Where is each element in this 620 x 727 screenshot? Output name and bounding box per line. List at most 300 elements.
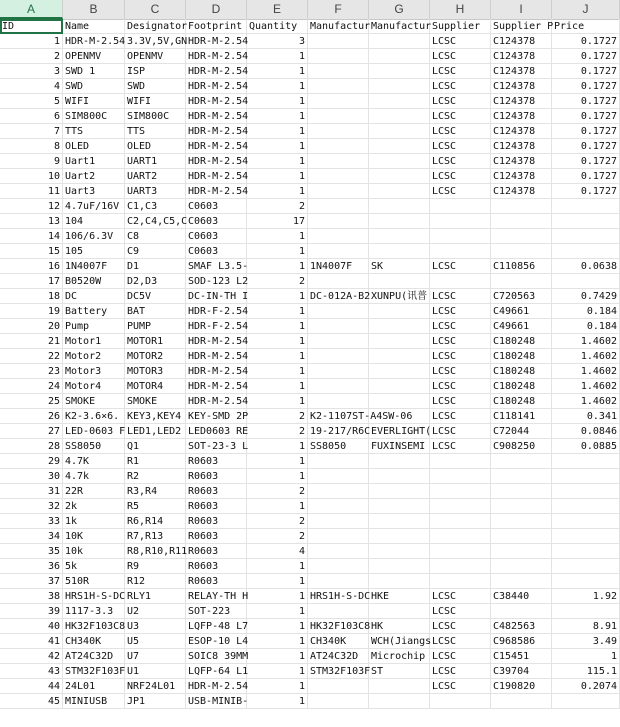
table-cell[interactable]: C124378 bbox=[491, 154, 552, 169]
table-cell[interactable]: JP1 bbox=[125, 694, 186, 709]
table-cell[interactable]: 8.91 bbox=[552, 619, 620, 634]
table-cell[interactable]: WIFI bbox=[63, 94, 125, 109]
column-header-e[interactable]: E bbox=[247, 0, 308, 19]
table-cell[interactable]: C38440 bbox=[491, 589, 552, 604]
table-cell[interactable]: C908250 bbox=[491, 439, 552, 454]
table-cell[interactable] bbox=[308, 244, 369, 259]
table-cell[interactable]: 22R bbox=[63, 484, 125, 499]
table-cell[interactable]: 16 bbox=[0, 259, 63, 274]
table-cell[interactable] bbox=[491, 274, 552, 289]
table-cell[interactable]: 1117-3.3 bbox=[63, 604, 125, 619]
table-cell[interactable]: HDR-M-2.54 bbox=[188, 681, 249, 692]
table-cell[interactable]: C124378 bbox=[491, 49, 552, 64]
header-cell[interactable]: Manufactur bbox=[371, 21, 432, 32]
table-cell[interactable]: 2k bbox=[63, 499, 125, 514]
table-cell[interactable]: R12 bbox=[125, 574, 186, 589]
table-cell[interactable]: SOT-223 bbox=[186, 604, 247, 619]
table-cell[interactable]: FUXINSEMI bbox=[369, 439, 430, 454]
table-cell[interactable]: Pump bbox=[63, 319, 125, 334]
column-header-i[interactable]: I bbox=[491, 0, 552, 19]
table-cell[interactable]: 24 bbox=[0, 379, 63, 394]
table-cell[interactable]: HDR-F-2.54 bbox=[188, 321, 249, 332]
table-cell[interactable]: 1 bbox=[247, 439, 308, 454]
table-cell[interactable]: B0520W bbox=[63, 274, 125, 289]
table-cell[interactable]: LCSC bbox=[430, 589, 491, 604]
table-cell[interactable]: R5 bbox=[125, 499, 186, 514]
table-cell[interactable]: LCSC bbox=[430, 109, 491, 124]
table-cell[interactable]: SOIC8 39MM bbox=[188, 651, 249, 662]
table-cell[interactable]: U1 bbox=[125, 664, 186, 679]
table-cell[interactable]: SWD bbox=[63, 79, 125, 94]
table-cell[interactable] bbox=[308, 154, 369, 169]
table-cell[interactable]: SMOKE bbox=[63, 394, 125, 409]
table-cell[interactable] bbox=[552, 529, 620, 544]
table-cell[interactable]: 1 bbox=[247, 574, 308, 589]
table-cell[interactable] bbox=[552, 499, 620, 514]
table-cell[interactable] bbox=[308, 109, 369, 124]
table-cell[interactable]: R6,R14 bbox=[125, 514, 186, 529]
table-cell[interactable]: 1 bbox=[247, 334, 308, 349]
table-cell[interactable] bbox=[552, 604, 620, 619]
table-cell[interactable]: C124378 bbox=[491, 94, 552, 109]
header-cell[interactable]: Quantity bbox=[247, 19, 308, 34]
table-cell[interactable]: C482563 bbox=[491, 619, 552, 634]
table-cell[interactable]: LCSC bbox=[430, 94, 491, 109]
table-cell[interactable] bbox=[369, 124, 430, 139]
table-cell[interactable]: SWD 1 bbox=[63, 64, 125, 79]
header-cell[interactable]: Designator bbox=[127, 21, 188, 32]
table-cell[interactable]: C124378 bbox=[491, 109, 552, 124]
table-cell[interactable] bbox=[369, 379, 430, 394]
table-cell[interactable] bbox=[369, 469, 430, 484]
table-cell[interactable]: Uart2 bbox=[63, 169, 125, 184]
table-cell[interactable]: 1 bbox=[247, 49, 308, 64]
table-cell[interactable]: 32 bbox=[0, 499, 63, 514]
table-cell[interactable]: 45 bbox=[0, 694, 63, 709]
table-cell[interactable]: 25 bbox=[0, 394, 63, 409]
table-cell[interactable]: Motor1 bbox=[63, 334, 125, 349]
column-header-b[interactable]: B bbox=[63, 0, 125, 19]
table-cell[interactable]: TTS bbox=[63, 124, 125, 139]
table-cell[interactable]: 5k bbox=[63, 559, 125, 574]
table-cell[interactable]: HDR-M-2.54 bbox=[188, 81, 249, 92]
table-cell[interactable]: 1 bbox=[247, 94, 308, 109]
table-cell[interactable]: 24L01 bbox=[63, 679, 125, 694]
table-cell[interactable]: C8 bbox=[125, 229, 186, 244]
table-cell[interactable] bbox=[491, 529, 552, 544]
table-cell[interactable]: 36 bbox=[0, 559, 63, 574]
table-cell[interactable]: UART2 bbox=[125, 169, 186, 184]
table-cell[interactable]: C49661 bbox=[491, 304, 552, 319]
table-cell[interactable] bbox=[552, 229, 620, 244]
table-cell[interactable]: LCSC bbox=[430, 409, 491, 424]
table-cell[interactable] bbox=[308, 349, 369, 364]
table-cell[interactable]: 1 bbox=[247, 124, 308, 139]
table-cell[interactable] bbox=[491, 244, 552, 259]
table-cell[interactable]: 1N4007F bbox=[308, 259, 369, 274]
table-cell[interactable] bbox=[308, 124, 369, 139]
table-cell[interactable]: 1 bbox=[247, 169, 308, 184]
table-cell[interactable]: C0603 bbox=[186, 199, 247, 214]
table-cell[interactable]: 1 bbox=[0, 34, 63, 49]
table-cell[interactable]: 22 bbox=[0, 349, 63, 364]
table-cell[interactable]: ST bbox=[369, 664, 430, 679]
table-cell[interactable] bbox=[430, 499, 491, 514]
table-cell[interactable]: 31 bbox=[0, 484, 63, 499]
table-cell[interactable] bbox=[430, 514, 491, 529]
table-cell[interactable]: 9 bbox=[0, 154, 63, 169]
table-cell[interactable]: HDR-M-2.54 bbox=[188, 366, 249, 377]
table-cell[interactable]: 1 bbox=[247, 289, 308, 304]
table-cell[interactable] bbox=[308, 379, 369, 394]
table-cell[interactable]: R3,R4 bbox=[125, 484, 186, 499]
table-cell[interactable]: 1.4602 bbox=[552, 379, 620, 394]
table-cell[interactable]: DC-IN-TH I bbox=[188, 291, 249, 302]
table-cell[interactable] bbox=[430, 529, 491, 544]
table-cell[interactable]: 0.0638 bbox=[552, 259, 620, 274]
table-cell[interactable] bbox=[308, 199, 369, 214]
table-cell[interactable]: 1 bbox=[247, 184, 308, 199]
table-cell[interactable] bbox=[552, 469, 620, 484]
table-cell[interactable]: HDR-M-2.54 bbox=[188, 336, 249, 347]
table-cell[interactable]: 19 bbox=[0, 304, 63, 319]
table-cell[interactable] bbox=[369, 529, 430, 544]
table-cell[interactable]: HK32F103C8 bbox=[310, 621, 371, 632]
table-cell[interactable] bbox=[491, 604, 552, 619]
table-cell[interactable] bbox=[430, 244, 491, 259]
table-cell[interactable]: 10k bbox=[63, 544, 125, 559]
table-cell[interactable]: C968586 bbox=[491, 634, 552, 649]
table-cell[interactable]: 3 bbox=[0, 64, 63, 79]
table-cell[interactable]: R9 bbox=[125, 559, 186, 574]
table-cell[interactable]: 26 bbox=[0, 409, 63, 424]
table-cell[interactable]: R2 bbox=[125, 469, 186, 484]
table-cell[interactable] bbox=[369, 229, 430, 244]
table-cell[interactable] bbox=[552, 454, 620, 469]
table-cell[interactable] bbox=[369, 139, 430, 154]
column-header-d[interactable]: D bbox=[186, 0, 247, 19]
table-cell[interactable]: 1 bbox=[247, 79, 308, 94]
table-cell[interactable]: 2 bbox=[247, 514, 308, 529]
table-cell[interactable]: 0.184 bbox=[552, 304, 620, 319]
table-cell[interactable]: C180248 bbox=[491, 364, 552, 379]
table-cell[interactable] bbox=[491, 454, 552, 469]
table-cell[interactable]: 1 bbox=[247, 499, 308, 514]
table-cell[interactable]: UART1 bbox=[125, 154, 186, 169]
table-cell[interactable] bbox=[369, 349, 430, 364]
table-cell[interactable]: 4.7uF/16V bbox=[63, 199, 125, 214]
table-cell[interactable]: HDR-M-2.54 bbox=[65, 36, 126, 47]
table-cell[interactable] bbox=[308, 79, 369, 94]
table-cell[interactable] bbox=[308, 604, 369, 619]
table-cell[interactable]: 20 bbox=[0, 319, 63, 334]
table-cell[interactable] bbox=[308, 184, 369, 199]
table-cell[interactable] bbox=[369, 544, 430, 559]
table-cell[interactable]: 1N4007F bbox=[63, 259, 125, 274]
table-cell[interactable] bbox=[491, 694, 552, 709]
table-cell[interactable]: 1.4602 bbox=[552, 334, 620, 349]
header-cell[interactable]: ID bbox=[0, 19, 63, 34]
table-cell[interactable]: 1 bbox=[247, 229, 308, 244]
table-cell[interactable]: MINIUSB bbox=[63, 694, 125, 709]
table-cell[interactable]: 1 bbox=[247, 634, 308, 649]
table-cell[interactable]: STM32F103F bbox=[310, 666, 371, 677]
table-cell[interactable]: HDR-M-2.54 bbox=[188, 186, 249, 197]
table-cell[interactable] bbox=[308, 169, 369, 184]
table-cell[interactable]: HDR-M-2.54 bbox=[188, 351, 249, 362]
table-cell[interactable]: HDR-F-2.54 bbox=[188, 306, 249, 317]
table-cell[interactable] bbox=[308, 229, 369, 244]
table-cell[interactable]: C110856 bbox=[491, 259, 552, 274]
table-cell[interactable]: XUNPU(讯普 bbox=[369, 289, 430, 304]
table-cell[interactable]: LCSC bbox=[430, 304, 491, 319]
table-cell[interactable]: 2 bbox=[0, 49, 63, 64]
table-cell[interactable]: R0603 bbox=[186, 544, 247, 559]
table-cell[interactable]: 0.1727 bbox=[552, 124, 620, 139]
table-cell[interactable]: 18 bbox=[0, 289, 63, 304]
header-cell[interactable]: Footprint bbox=[186, 19, 247, 34]
table-cell[interactable]: 104 bbox=[63, 214, 125, 229]
table-cell[interactable]: LCSC bbox=[430, 364, 491, 379]
table-cell[interactable]: C180248 bbox=[491, 379, 552, 394]
table-cell[interactable]: 29 bbox=[0, 454, 63, 469]
table-cell[interactable]: C124378 bbox=[491, 139, 552, 154]
table-cell[interactable]: HRS1H-S-DC bbox=[310, 591, 371, 602]
table-cell[interactable]: 21 bbox=[0, 334, 63, 349]
table-cell[interactable] bbox=[308, 454, 369, 469]
table-cell[interactable] bbox=[369, 514, 430, 529]
table-cell[interactable]: 42 bbox=[0, 649, 63, 664]
table-cell[interactable]: 2 bbox=[247, 424, 308, 439]
table-cell[interactable]: HDR-M-2.54 bbox=[188, 381, 249, 392]
table-cell[interactable] bbox=[369, 64, 430, 79]
table-cell[interactable]: K2-3.6×6. bbox=[63, 409, 125, 424]
table-cell[interactable]: R0603 bbox=[186, 574, 247, 589]
table-cell[interactable]: LCSC bbox=[430, 154, 491, 169]
table-cell[interactable]: 2 bbox=[247, 484, 308, 499]
table-cell[interactable]: STM32F103F bbox=[65, 666, 126, 677]
table-cell[interactable]: LCSC bbox=[430, 649, 491, 664]
table-cell[interactable]: SOD-123 L2 bbox=[188, 276, 249, 287]
table-cell[interactable]: 17 bbox=[247, 214, 308, 229]
table-cell[interactable]: C39704 bbox=[491, 664, 552, 679]
table-cell[interactable]: NRF24L01 bbox=[125, 679, 186, 694]
table-cell[interactable] bbox=[308, 484, 369, 499]
table-cell[interactable] bbox=[369, 394, 430, 409]
table-cell[interactable]: 0.1727 bbox=[552, 79, 620, 94]
table-cell[interactable]: 4 bbox=[247, 544, 308, 559]
table-cell[interactable]: TTS bbox=[125, 124, 186, 139]
table-cell[interactable]: HDR-M-2.54 bbox=[188, 171, 249, 182]
table-cell[interactable]: 0.1727 bbox=[552, 154, 620, 169]
table-cell[interactable]: 1.4602 bbox=[552, 394, 620, 409]
table-cell[interactable]: 1 bbox=[247, 664, 308, 679]
table-cell[interactable]: LCSC bbox=[430, 124, 491, 139]
table-cell[interactable]: 10 bbox=[0, 169, 63, 184]
table-cell[interactable]: 1 bbox=[247, 679, 308, 694]
table-cell[interactable] bbox=[369, 109, 430, 124]
table-cell[interactable]: LCSC bbox=[430, 379, 491, 394]
table-cell[interactable]: LCSC bbox=[430, 349, 491, 364]
table-cell[interactable]: WCH(Jiangs bbox=[371, 636, 432, 647]
table-cell[interactable] bbox=[491, 214, 552, 229]
table-cell[interactable]: 3 bbox=[247, 34, 308, 49]
table-cell[interactable]: 12 bbox=[0, 199, 63, 214]
table-cell[interactable]: LCSC bbox=[430, 64, 491, 79]
table-cell[interactable]: 3.49 bbox=[552, 634, 620, 649]
table-cell[interactable]: R0603 bbox=[186, 499, 247, 514]
table-cell[interactable]: 1k bbox=[63, 514, 125, 529]
table-cell[interactable]: LED-0603 F bbox=[65, 426, 126, 437]
table-cell[interactable] bbox=[430, 694, 491, 709]
table-cell[interactable]: SMAF L3.5- bbox=[188, 261, 249, 272]
table-cell[interactable] bbox=[369, 559, 430, 574]
table-cell[interactable]: R0603 bbox=[186, 454, 247, 469]
table-cell[interactable]: 40 bbox=[0, 619, 63, 634]
table-cell[interactable]: HRS1H-S-DC bbox=[65, 591, 126, 602]
table-cell[interactable] bbox=[369, 79, 430, 94]
table-cell[interactable] bbox=[552, 274, 620, 289]
table-cell[interactable]: 0.1727 bbox=[552, 49, 620, 64]
table-cell[interactable]: 1 bbox=[247, 694, 308, 709]
table-cell[interactable]: 3.3V,5V,GN bbox=[127, 36, 188, 47]
table-cell[interactable]: 44 bbox=[0, 679, 63, 694]
table-cell[interactable]: D2,D3 bbox=[125, 274, 186, 289]
table-cell[interactable] bbox=[369, 334, 430, 349]
table-cell[interactable]: K2-1107ST-A4SW-06 bbox=[310, 411, 413, 422]
table-cell[interactable]: C15451 bbox=[491, 649, 552, 664]
table-cell[interactable]: OPENMV bbox=[63, 49, 125, 64]
table-cell[interactable]: UART3 bbox=[125, 184, 186, 199]
table-cell[interactable]: LCSC bbox=[430, 49, 491, 64]
table-cell[interactable]: 0.1727 bbox=[552, 34, 620, 49]
table-cell[interactable]: AT24C32D bbox=[63, 649, 125, 664]
table-cell[interactable] bbox=[308, 304, 369, 319]
table-cell[interactable]: 1 bbox=[247, 589, 308, 604]
table-cell[interactable] bbox=[308, 499, 369, 514]
table-cell[interactable]: 1.92 bbox=[552, 589, 620, 604]
table-cell[interactable]: U7 bbox=[125, 649, 186, 664]
table-cell[interactable]: 0.0885 bbox=[552, 439, 620, 454]
table-cell[interactable]: 1 bbox=[247, 244, 308, 259]
table-cell[interactable]: HDR-M-2.54 bbox=[188, 66, 249, 77]
table-cell[interactable] bbox=[308, 274, 369, 289]
table-cell[interactable]: C0603 bbox=[186, 244, 247, 259]
table-cell[interactable]: 1 bbox=[247, 349, 308, 364]
table-cell[interactable]: HDR-M-2.54 bbox=[188, 36, 249, 47]
table-cell[interactable]: 2 bbox=[247, 274, 308, 289]
table-cell[interactable] bbox=[552, 514, 620, 529]
table-cell[interactable]: Motor3 bbox=[63, 364, 125, 379]
table-cell[interactable]: C124378 bbox=[491, 169, 552, 184]
table-cell[interactable]: 4 bbox=[0, 79, 63, 94]
table-cell[interactable] bbox=[491, 499, 552, 514]
table-cell[interactable]: 1 bbox=[247, 649, 308, 664]
table-cell[interactable]: 0.1727 bbox=[552, 94, 620, 109]
table-cell[interactable] bbox=[552, 559, 620, 574]
table-cell[interactable]: HDR-M-2.54 bbox=[188, 141, 249, 152]
table-cell[interactable]: C124378 bbox=[491, 79, 552, 94]
table-cell[interactable]: 41 bbox=[0, 634, 63, 649]
column-header-c[interactable]: C bbox=[125, 0, 186, 19]
table-cell[interactable] bbox=[430, 274, 491, 289]
table-cell[interactable]: 5 bbox=[0, 94, 63, 109]
table-cell[interactable] bbox=[430, 544, 491, 559]
header-cell[interactable]: Supplier bbox=[430, 19, 491, 34]
table-cell[interactable]: C1,C3 bbox=[125, 199, 186, 214]
table-cell[interactable]: HDR-M-2.54 bbox=[188, 126, 249, 137]
table-cell[interactable]: 1 bbox=[247, 364, 308, 379]
header-cell[interactable]: Price bbox=[552, 19, 620, 34]
table-cell[interactable]: 1.4602 bbox=[552, 349, 620, 364]
table-cell[interactable]: LCSC bbox=[430, 289, 491, 304]
table-cell[interactable] bbox=[369, 454, 430, 469]
table-cell[interactable]: 0.341 bbox=[552, 409, 620, 424]
table-cell[interactable]: C118141 bbox=[491, 409, 552, 424]
table-cell[interactable] bbox=[308, 334, 369, 349]
table-cell[interactable]: 1 bbox=[247, 619, 308, 634]
table-cell[interactable] bbox=[491, 544, 552, 559]
table-cell[interactable] bbox=[369, 694, 430, 709]
table-cell[interactable] bbox=[369, 94, 430, 109]
table-cell[interactable]: LCSC bbox=[430, 634, 491, 649]
table-cell[interactable]: 2 bbox=[247, 409, 308, 424]
table-cell[interactable]: C720563 bbox=[491, 289, 552, 304]
table-cell[interactable]: SK bbox=[369, 259, 430, 274]
table-cell[interactable] bbox=[369, 409, 430, 424]
table-cell[interactable]: 39 bbox=[0, 604, 63, 619]
table-cell[interactable]: 11 bbox=[0, 184, 63, 199]
table-cell[interactable]: 115.1 bbox=[552, 664, 620, 679]
table-cell[interactable]: C72044 bbox=[491, 424, 552, 439]
table-cell[interactable]: HDR-M-2.54 bbox=[188, 111, 249, 122]
table-cell[interactable]: Motor4 bbox=[63, 379, 125, 394]
table-cell[interactable]: DC5V bbox=[125, 289, 186, 304]
table-cell[interactable]: LCSC bbox=[430, 79, 491, 94]
table-cell[interactable]: C124378 bbox=[491, 184, 552, 199]
table-cell[interactable]: CH340K bbox=[308, 634, 369, 649]
table-cell[interactable] bbox=[430, 484, 491, 499]
table-cell[interactable]: KEY-SMD 2P bbox=[188, 411, 249, 422]
table-cell[interactable]: 15 bbox=[0, 244, 63, 259]
table-cell[interactable]: 105 bbox=[63, 244, 125, 259]
table-cell[interactable]: SIM800C bbox=[63, 109, 125, 124]
table-cell[interactable] bbox=[369, 169, 430, 184]
table-cell[interactable]: 1 bbox=[247, 469, 308, 484]
table-cell[interactable] bbox=[369, 199, 430, 214]
table-cell[interactable]: C0603 bbox=[186, 214, 247, 229]
table-cell[interactable]: LCSC bbox=[430, 424, 491, 439]
header-cell[interactable]: Manufactur bbox=[310, 21, 371, 32]
table-cell[interactable] bbox=[369, 274, 430, 289]
table-cell[interactable]: 0.1727 bbox=[552, 139, 620, 154]
table-cell[interactable]: 1 bbox=[552, 649, 620, 664]
table-cell[interactable]: SWD bbox=[125, 79, 186, 94]
column-header-h[interactable]: H bbox=[430, 0, 491, 19]
table-cell[interactable]: LCSC bbox=[430, 169, 491, 184]
table-cell[interactable]: C2,C4,C5,C bbox=[127, 216, 188, 227]
table-cell[interactable] bbox=[308, 694, 369, 709]
table-cell[interactable]: 37 bbox=[0, 574, 63, 589]
table-cell[interactable] bbox=[552, 214, 620, 229]
column-header-a[interactable]: A bbox=[0, 0, 63, 19]
table-cell[interactable]: LCSC bbox=[430, 619, 491, 634]
table-cell[interactable]: 1 bbox=[247, 559, 308, 574]
table-cell[interactable] bbox=[552, 484, 620, 499]
table-cell[interactable]: MOTOR3 bbox=[125, 364, 186, 379]
table-cell[interactable]: 28 bbox=[0, 439, 63, 454]
table-cell[interactable]: SIM800C bbox=[125, 109, 186, 124]
